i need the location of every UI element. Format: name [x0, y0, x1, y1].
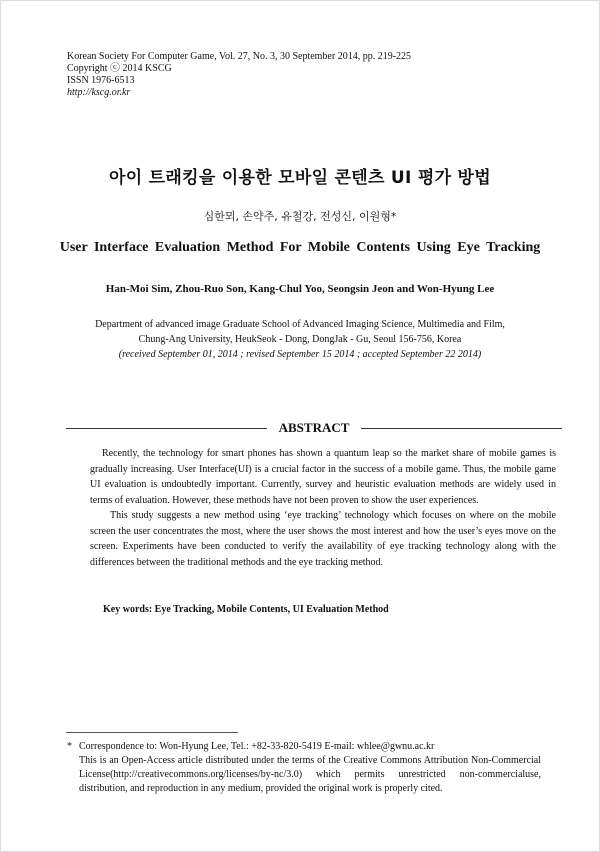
affiliation [0, 317, 600, 362]
footnote-rule [66, 732, 238, 733]
title-english: User Interface Evaluation Method For Mobile Contents Using Eye Tracking [59, 240, 541, 255]
authors-english: Han-Moi Sim, Zhou-Ruo Son, Kang-Chul Yoo, Seongsin Jeon and Won-Hyung Lee [105, 283, 495, 295]
journal-header [67, 51, 411, 99]
abstract-paragraph-1: Recently, the technology for smart phones has shown a quantum leap so the market share of mobile games is gradually increasing. User Interface(UI) is a crucial factor in the success of a mobile game. Thus, the mobile game UI evaluation is undoubtedly important. Currently, survey and heuristic evaluation methods are widely used in terms of evaluation. However, these methods have not been proven to show the user experiences. [90, 448, 556, 506]
abstract-paragraph-2: This study suggests a new method using ‘eye tracking’ technology which focuses on where on the mobile screen the user concentrates the most, where the user shows the most interest and how the user’s eyes move on the screen. Experiments have been conducted to verify the availability of eye tracking technology along with the differences between the traditional methods and the eye tracking method. [90, 510, 556, 568]
authors-korean: 심한뫼, 손약주, 유철강, 전성신, 이원형* [203, 210, 397, 223]
received-dates: (received September 01, 2014 ; revised September 15 2014 ; accepted September 22 2014) [118, 349, 482, 360]
abstract-rule-right [361, 428, 562, 429]
footnote [67, 740, 541, 796]
journal-citation: Korean Society For Computer Game, Vol. 27, No. 3, 30 September 2014, pp. 219-225 [67, 51, 412, 62]
keywords: Key words: Eye Tracking, Mobile Contents, UI Evaluation Method [103, 604, 389, 615]
affiliation-line-2: Chung-Ang University, HeukSeok - Dong, DongJak - Gu, Seoul 156-756, Korea [138, 334, 462, 345]
journal-issn: ISSN 1976-6513 [67, 75, 135, 86]
affiliation-line-1: Department of advanced image Graduate School of Advanced Imaging Science, Multimedia and Film, [95, 319, 505, 330]
footnote-license: This is an Open-Access article distributed under the terms of the Creative Commons Attribution Non-Commercial License(http://creativecommons.org/licenses/by-nc/3.0) which permits unrestricted non-commercialuse, distribution, and reproduction in any medium, provided the original work is properly cited. [79, 755, 541, 794]
title-korean: 아이 트래킹을 이용한 모바일 콘텐츠 UI 평가 방법 [109, 168, 491, 188]
abstract-rule-left [66, 428, 267, 429]
abstract-heading-row [66, 420, 562, 436]
footnote-correspondence-text: Correspondence to: Won-Hyung Lee, Tel.: +82-33-820-5419 E-mail: whlee@gwnu.ac.kr [79, 741, 435, 752]
journal-copyright: Copyright ⓒ 2014 KSCG [67, 63, 172, 74]
journal-url[interactable]: http://kscg.or.kr [67, 87, 131, 98]
abstract-heading: ABSTRACT [278, 420, 350, 435]
footnote-correspondence [67, 740, 541, 754]
footnote-mark: * [67, 741, 72, 752]
abstract-body [90, 446, 556, 570]
